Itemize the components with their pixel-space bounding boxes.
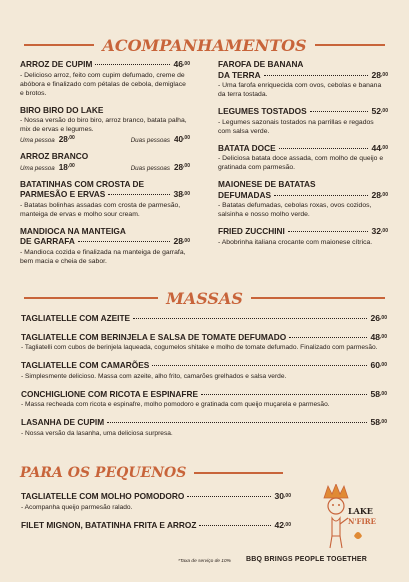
menu-item: [21, 313, 387, 324]
split-prices: [20, 163, 190, 172]
item-price: [370, 389, 387, 400]
lake-n-fire-logo: [318, 484, 378, 554]
item-description: - Simplesmente delicioso. Massa com azeite, alho frito, camarões grelhados e salsa verde.: [21, 372, 287, 380]
dot-leader: [201, 394, 367, 395]
section-title: ACOMPANHAMENTOS: [102, 35, 307, 55]
menu-item: [20, 151, 190, 172]
item-name: BIRO BIRO DO LAKE: [20, 104, 104, 115]
item-description: - Delicioso arroz, feito com cupim defumado, creme de abóbora e finalizado com pétalas de cebola, demiglace e brotos.: [20, 71, 186, 97]
price-value: 28: [371, 189, 382, 200]
item-name-row: [20, 226, 190, 237]
item-name: BATATINHAS COM CROSTA DE: [20, 178, 144, 189]
divider-line: [24, 297, 158, 299]
item-name-row: [218, 179, 388, 190]
item-price: [370, 313, 387, 324]
price-value: 46: [173, 59, 184, 69]
dot-leader: [199, 525, 271, 526]
item-price: [371, 190, 388, 201]
price-cents: ,00: [183, 162, 190, 169]
item-name-row: [20, 105, 190, 116]
item-price: [173, 59, 190, 70]
tagline: BBQ BRINGS PEOPLE TOGETHER: [246, 556, 367, 563]
item-price: [371, 143, 388, 154]
divider-line: [315, 44, 385, 46]
split-label: Duas pessoas: [130, 137, 170, 144]
section-acompanhamentos: [0, 35, 409, 55]
dot-leader: [274, 195, 368, 196]
dot-leader: [133, 318, 367, 319]
price-cents: ,00: [381, 191, 388, 198]
price-value: 44: [371, 142, 382, 153]
menu-item: [20, 226, 190, 266]
logo-text: LAKE: [348, 506, 373, 516]
left-column: [20, 59, 190, 273]
item-name-2: DE GARRAFA: [20, 236, 75, 246]
price-value: 58: [370, 388, 381, 399]
item-price: [370, 332, 387, 343]
split-label: Uma pessoa: [20, 137, 55, 144]
menu-item: [20, 105, 190, 145]
menu-item: [21, 360, 387, 381]
item-name-2: PARMESÃO E ERVAS: [20, 189, 106, 199]
price-value: 28: [173, 236, 184, 246]
dot-leader: [279, 148, 369, 149]
item-price: [371, 70, 388, 81]
item-price: [371, 106, 388, 117]
massas-list: [21, 313, 387, 446]
item-description: - Mandioca cozida e finalizada na manteiga de garrafa, bem macia e cheia de sabor.: [20, 248, 186, 265]
split-price-group: [131, 135, 190, 144]
item-name: MANDIOCA NA MANTEIGA: [20, 225, 126, 236]
item-description: - Nossa versão do biro biro, arroz branco, batata palha, mix de ervas e legumes.: [20, 117, 187, 133]
item-description: - Abobrinha italiana crocante com maionese cítrica.: [218, 238, 373, 246]
item-description: - Uma farofa enriquecida com ovos, cebolas e banana da terra tostada.: [218, 82, 382, 98]
item-name-row: [20, 59, 190, 70]
menu-item: [21, 332, 387, 353]
item-name: TAGLIATELLE COM CAMARÕES: [21, 360, 150, 370]
split-price-group: [20, 135, 75, 144]
split-price-group: [131, 163, 190, 172]
item-description: - Batatas defumadas, cebolas roxas, ovos cozidos, salsinha e nosso molho verde.: [218, 202, 372, 218]
item-description: - Deliciosa batata doce assada, com molho de queijo e gratinada com parmesão.: [218, 155, 384, 171]
price-cents: ,00: [380, 390, 387, 397]
bear-chef-icon: [324, 484, 362, 548]
divider-line: [194, 472, 283, 474]
price-cents: ,00: [183, 191, 190, 197]
item-description: - Nossa versão da lasanha, uma deliciosa surpresa.: [21, 429, 173, 437]
dot-leader: [289, 337, 367, 338]
split-price: [59, 135, 75, 144]
dot-leader: [78, 241, 171, 242]
price-cents: ,00: [67, 162, 75, 169]
price-cents: ,00: [284, 493, 291, 499]
price-cents: ,00: [380, 315, 387, 321]
item-name: CONCHIGLIONE COM RICOTA E ESPINAFRE: [21, 388, 199, 399]
split-price: [174, 135, 190, 144]
menu-item: [218, 179, 388, 219]
price-value: 32: [371, 226, 382, 236]
dot-leader: [107, 422, 367, 423]
price-value: 42: [274, 519, 285, 530]
price-value: 26: [370, 313, 381, 323]
price-value: 52: [371, 106, 382, 116]
price-cents: ,00: [381, 228, 388, 234]
item-price: [274, 520, 291, 531]
split-label: Uma pessoa: [20, 164, 55, 172]
service-fee-note: *Taxa de serviço de 10%: [178, 559, 231, 564]
item-name-row: [218, 106, 388, 117]
price-cents: ,00: [381, 144, 388, 151]
item-description: - Batatas bolinhas assadas com crosta de parmesão, manteiga de ervas e molho sour cream.: [20, 201, 181, 218]
split-prices: [20, 135, 190, 144]
dot-leader: [187, 496, 271, 497]
price-cents: ,00: [67, 135, 75, 141]
item-name-row: [21, 491, 291, 502]
item-name: BATATA DOCE: [218, 142, 276, 153]
price-cents: ,00: [380, 362, 387, 368]
price-cents: ,00: [183, 135, 190, 141]
dot-leader: [264, 75, 369, 76]
item-name-row: [21, 520, 291, 531]
item-name-row: [218, 59, 388, 70]
dot-leader: [95, 64, 170, 65]
item-name-row: [20, 236, 190, 247]
item-name-row: [20, 179, 190, 190]
dot-leader: [310, 111, 369, 112]
price-value: 38: [173, 189, 184, 199]
item-price: [173, 236, 190, 247]
item-name-row: [21, 417, 387, 428]
price-value: 48: [370, 331, 381, 342]
menu-item: [20, 179, 190, 219]
divider-line: [24, 44, 94, 46]
item-name: LEGUMES TOSTADOS: [218, 106, 307, 116]
item-description: - Massa recheada com ricota e espinafre, molho pomodoro e gratinada com queijo muçarela e parmesão.: [21, 401, 330, 408]
menu-item: [218, 59, 388, 99]
menu-item: [218, 226, 388, 247]
item-name-row: [21, 389, 387, 400]
item-description: - Legumes sazonais tostados na parrillas e regados com salsa verde.: [218, 118, 374, 135]
menu-item: [218, 106, 388, 136]
item-price: [274, 491, 291, 502]
dot-leader: [152, 365, 367, 366]
item-price: [370, 360, 387, 371]
item-price: [371, 226, 388, 237]
item-name: TAGLIATELLE COM BERINJELA E SALSA DE TOMATE DEFUMADO: [21, 331, 287, 342]
menu-item: [21, 491, 291, 512]
split-price: [59, 163, 75, 172]
menu-item: [21, 520, 291, 531]
divider-line: [251, 297, 385, 299]
logo-text-2: N'FIRE: [348, 517, 376, 526]
price-cents: ,00: [183, 61, 190, 67]
split-price-group: [20, 163, 75, 172]
item-name: TAGLIATELLE COM AZEITE: [21, 313, 131, 323]
item-name-2: DA TERRA: [218, 69, 261, 80]
item-description: - Tagliatelli com cubos de berinjela laqueada, cogumelos shitake e molho de tomate defumado. Finalizado com parmesão.: [21, 344, 378, 351]
price-value: 58: [370, 417, 381, 427]
item-name-row: [218, 70, 388, 81]
item-name-row: [218, 190, 388, 201]
price-cents: ,00: [380, 419, 387, 425]
price-value: 18: [58, 162, 68, 172]
item-name-row: [21, 360, 387, 371]
split-price: [174, 163, 190, 172]
item-name: ARROZ DE CUPIM: [20, 59, 93, 69]
split-label: Duas pessoas: [130, 164, 170, 172]
right-column: [218, 59, 388, 254]
item-price: [173, 189, 190, 200]
price-cents: ,00: [380, 333, 387, 340]
item-name: FAROFA DE BANANA: [218, 59, 304, 69]
section-pequenos: [0, 463, 409, 483]
item-price: [370, 417, 387, 428]
price-value: 28: [173, 162, 184, 172]
price-cents: ,00: [284, 521, 291, 528]
price-value: 60: [370, 360, 381, 370]
item-name-row: [21, 313, 387, 324]
price-cents: ,00: [183, 238, 190, 244]
menu-item: [218, 143, 388, 173]
item-name: FRIED ZUCCHINI: [218, 226, 285, 236]
menu-item: [21, 417, 387, 438]
dot-leader: [108, 194, 170, 195]
price-value: 30: [274, 491, 285, 501]
item-name-2: DEFUMADAS: [218, 189, 272, 200]
dot-leader: [288, 231, 369, 232]
item-name: TAGLIATELLE COM MOLHO POMODORO: [21, 491, 185, 501]
section-title: MASSAS: [166, 288, 243, 308]
item-name-row: [218, 143, 388, 154]
item-description: - Acompanha queijo parmesão ralado.: [21, 503, 133, 511]
item-name-row: [218, 226, 388, 237]
item-name-row: [20, 189, 190, 200]
item-name-row: [21, 332, 387, 343]
item-name: FILET MIGNON, BATATINHA FRITA E ARROZ: [21, 519, 197, 530]
section-massas: [0, 288, 409, 308]
price-value: 40: [173, 135, 184, 144]
price-cents: ,00: [381, 108, 388, 114]
menu-item: [21, 389, 387, 410]
price-value: 28: [371, 69, 382, 80]
section-title: PARA OS PEQUENOS: [20, 465, 187, 481]
item-name: ARROZ BRANCO: [20, 151, 89, 161]
item-name: MAIONESE DE BATATAS: [218, 179, 316, 189]
pequenos-list: [21, 491, 291, 538]
item-name: LASANHA DE CUPIM: [21, 417, 105, 427]
item-name-row: [20, 151, 190, 162]
price-value: 28: [58, 135, 68, 144]
price-cents: ,00: [381, 71, 388, 78]
menu-item: [20, 59, 190, 98]
